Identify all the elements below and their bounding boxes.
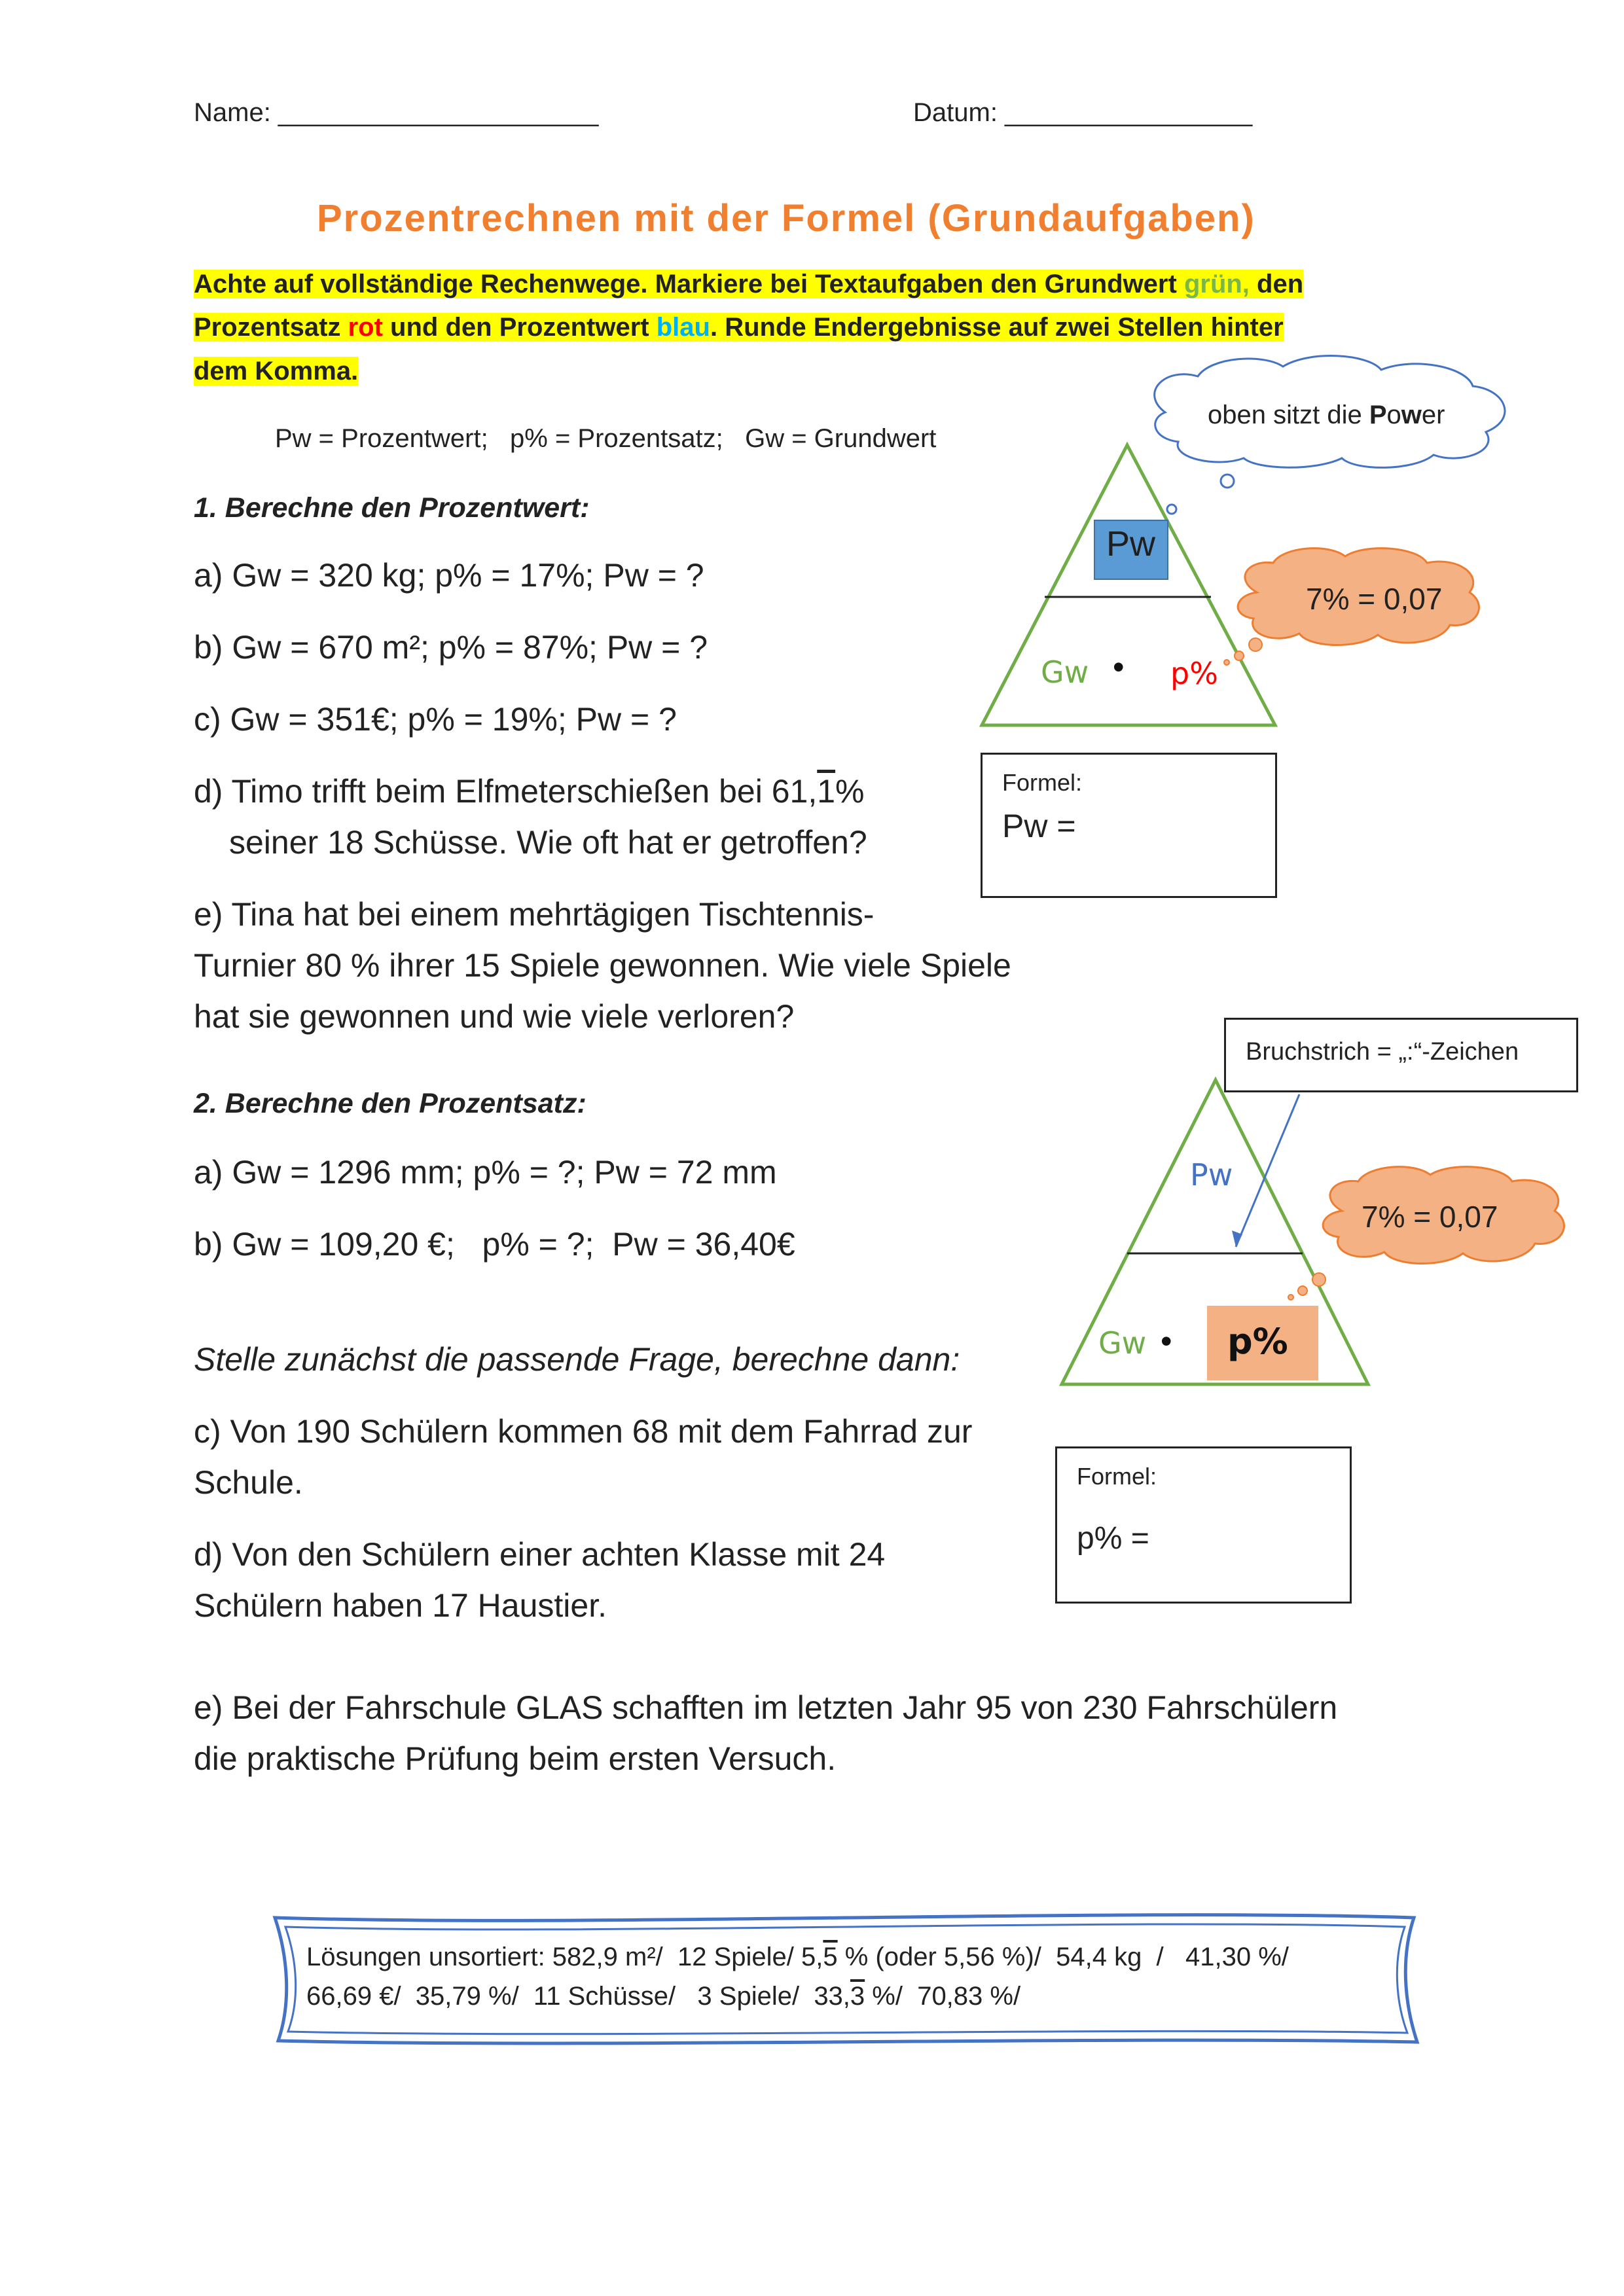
section-1-heading: 1. Berechne den Prozentwert: [194,492,590,524]
instruction-line-2-mid: und den Prozentwert [382,313,657,342]
formula-box-1 [981,753,1277,898]
triangle-2-multiply-dot: • [1161,1323,1172,1359]
task-1d-line-2: seiner 18 Schüsse. Wie oft hat er getroffen? [229,824,867,861]
task-1e-line-2: Turnier 80 % ihrer 15 Spiele gewonnen. Wie viele Spiele [194,947,1011,984]
instruction-line-2: Prozentsatz [194,313,348,342]
task-2b: b) Gw = 109,20 €; p% = ?; Pw = 36,40€ [194,1226,795,1263]
repeating-decimal-1: 1 [817,773,836,810]
task-2d-line-1: d) Von den Schülern einer achten Klasse mit 24 [194,1536,886,1573]
formula-1-value: Pw = [1002,808,1076,844]
triangle-1-pw-label: Pw [1106,524,1156,564]
task-2c-line-2: Schule. [194,1464,303,1501]
task-2e-line-2: die praktische Prüfung beim ersten Versuch. [194,1740,837,1777]
formula-2-label: Formel: [1077,1463,1157,1490]
formula-box-2 [1055,1446,1352,1604]
cloud-power-text: oben sitzt die Power [1208,401,1445,429]
instruction-line-1: Achte auf vollständige Rechenwege. Markiere bei Textaufgaben den Grundwert [194,270,1184,298]
instruction-line-2-end: . Runde Endergebnisse auf zwei Stellen hinter [710,313,1284,342]
date-field-label: Datum: _________________ [913,98,1253,127]
triangle-1-gw-label: Gw [1041,655,1089,690]
task-1d-line-1: d) Timo trifft beim Elfmeterschießen bei 61,1% [194,773,865,810]
solutions-line-1: Lösungen unsortiert: 582,9 m²/ 12 Spiele/ 5,5 % (oder 5,56 %)/ 54,4 kg / 41,30 %/ [306,1943,1289,1971]
formula-1-label: Formel: [1002,769,1083,796]
section-2-intro: Stelle zunächst die passende Frage, berechne dann: [194,1341,960,1378]
fraction-bar-callout-text: Bruchstrich = „:“-Zeichen [1246,1038,1519,1066]
task-2d-line-2: Schülern haben 17 Haustier. [194,1587,607,1624]
task-1c: c) Gw = 351€; p% = 19%; Pw = ? [194,701,677,738]
triangle-2-gw-label: Gw [1098,1325,1147,1361]
triangle-2-pw-label: Pw [1190,1157,1233,1193]
abbreviation-legend: Pw = Prozentwert; p% = Prozentsatz; Gw = Grundwert [275,424,937,453]
task-1e-line-3: hat sie gewonnen und wie viele verloren? [194,998,795,1035]
name-field-label: Name: ______________________ [194,98,599,127]
instruction-line-3: dem Komma. [194,357,359,386]
task-1e-line-1: e) Tina hat bei einem mehrtägigen Tischtennis- [194,896,875,933]
cloud-percent-text-2: 7% = 0,07 [1362,1200,1498,1234]
solutions-line-2: 66,69 €/ 35,79 %/ 11 Schüsse/ 3 Spiele/ 33,3 %/ 70,83 %/ [306,1982,1021,2011]
task-2e-line-1: e) Bei der Fahrschule GLAS schafften im letzten Jahr 95 von 230 Fahrschülern [194,1689,1338,1726]
instruction-red-word: rot [348,313,383,342]
instruction-blue-word: blau [656,313,710,342]
task-1a: a) Gw = 320 kg; p% = 17%; Pw = ? [194,557,704,594]
solutions-frame [275,1915,1417,2043]
repeating-decimal-2: 5 [823,1943,838,1971]
triangle-1-percent-label: p% [1170,656,1218,691]
triangle-2-percent-label: p% [1227,1321,1288,1362]
instruction-green-word: grün, [1183,270,1250,298]
formula-2-value: p% = [1077,1521,1149,1556]
page-title: Prozentrechnen mit der Formel (Grundaufgaben) [317,197,1255,240]
task-2c-line-1: c) Von 190 Schülern kommen 68 mit dem Fahrrad zur [194,1413,973,1450]
cloud-percent-text-1: 7% = 0,07 [1306,582,1443,616]
instruction-line-1-end: den [1249,270,1304,298]
fraction-bar-callout [1224,1018,1578,1092]
section-2-heading: 2. Berechne den Prozentsatz: [194,1088,586,1119]
repeating-decimal-3: 3 [850,1982,865,2011]
task-1b: b) Gw = 670 m²; p% = 87%; Pw = ? [194,629,708,666]
triangle-1-multiply-dot: • [1113,649,1125,685]
task-2a: a) Gw = 1296 mm; p% = ?; Pw = 72 mm [194,1154,777,1191]
